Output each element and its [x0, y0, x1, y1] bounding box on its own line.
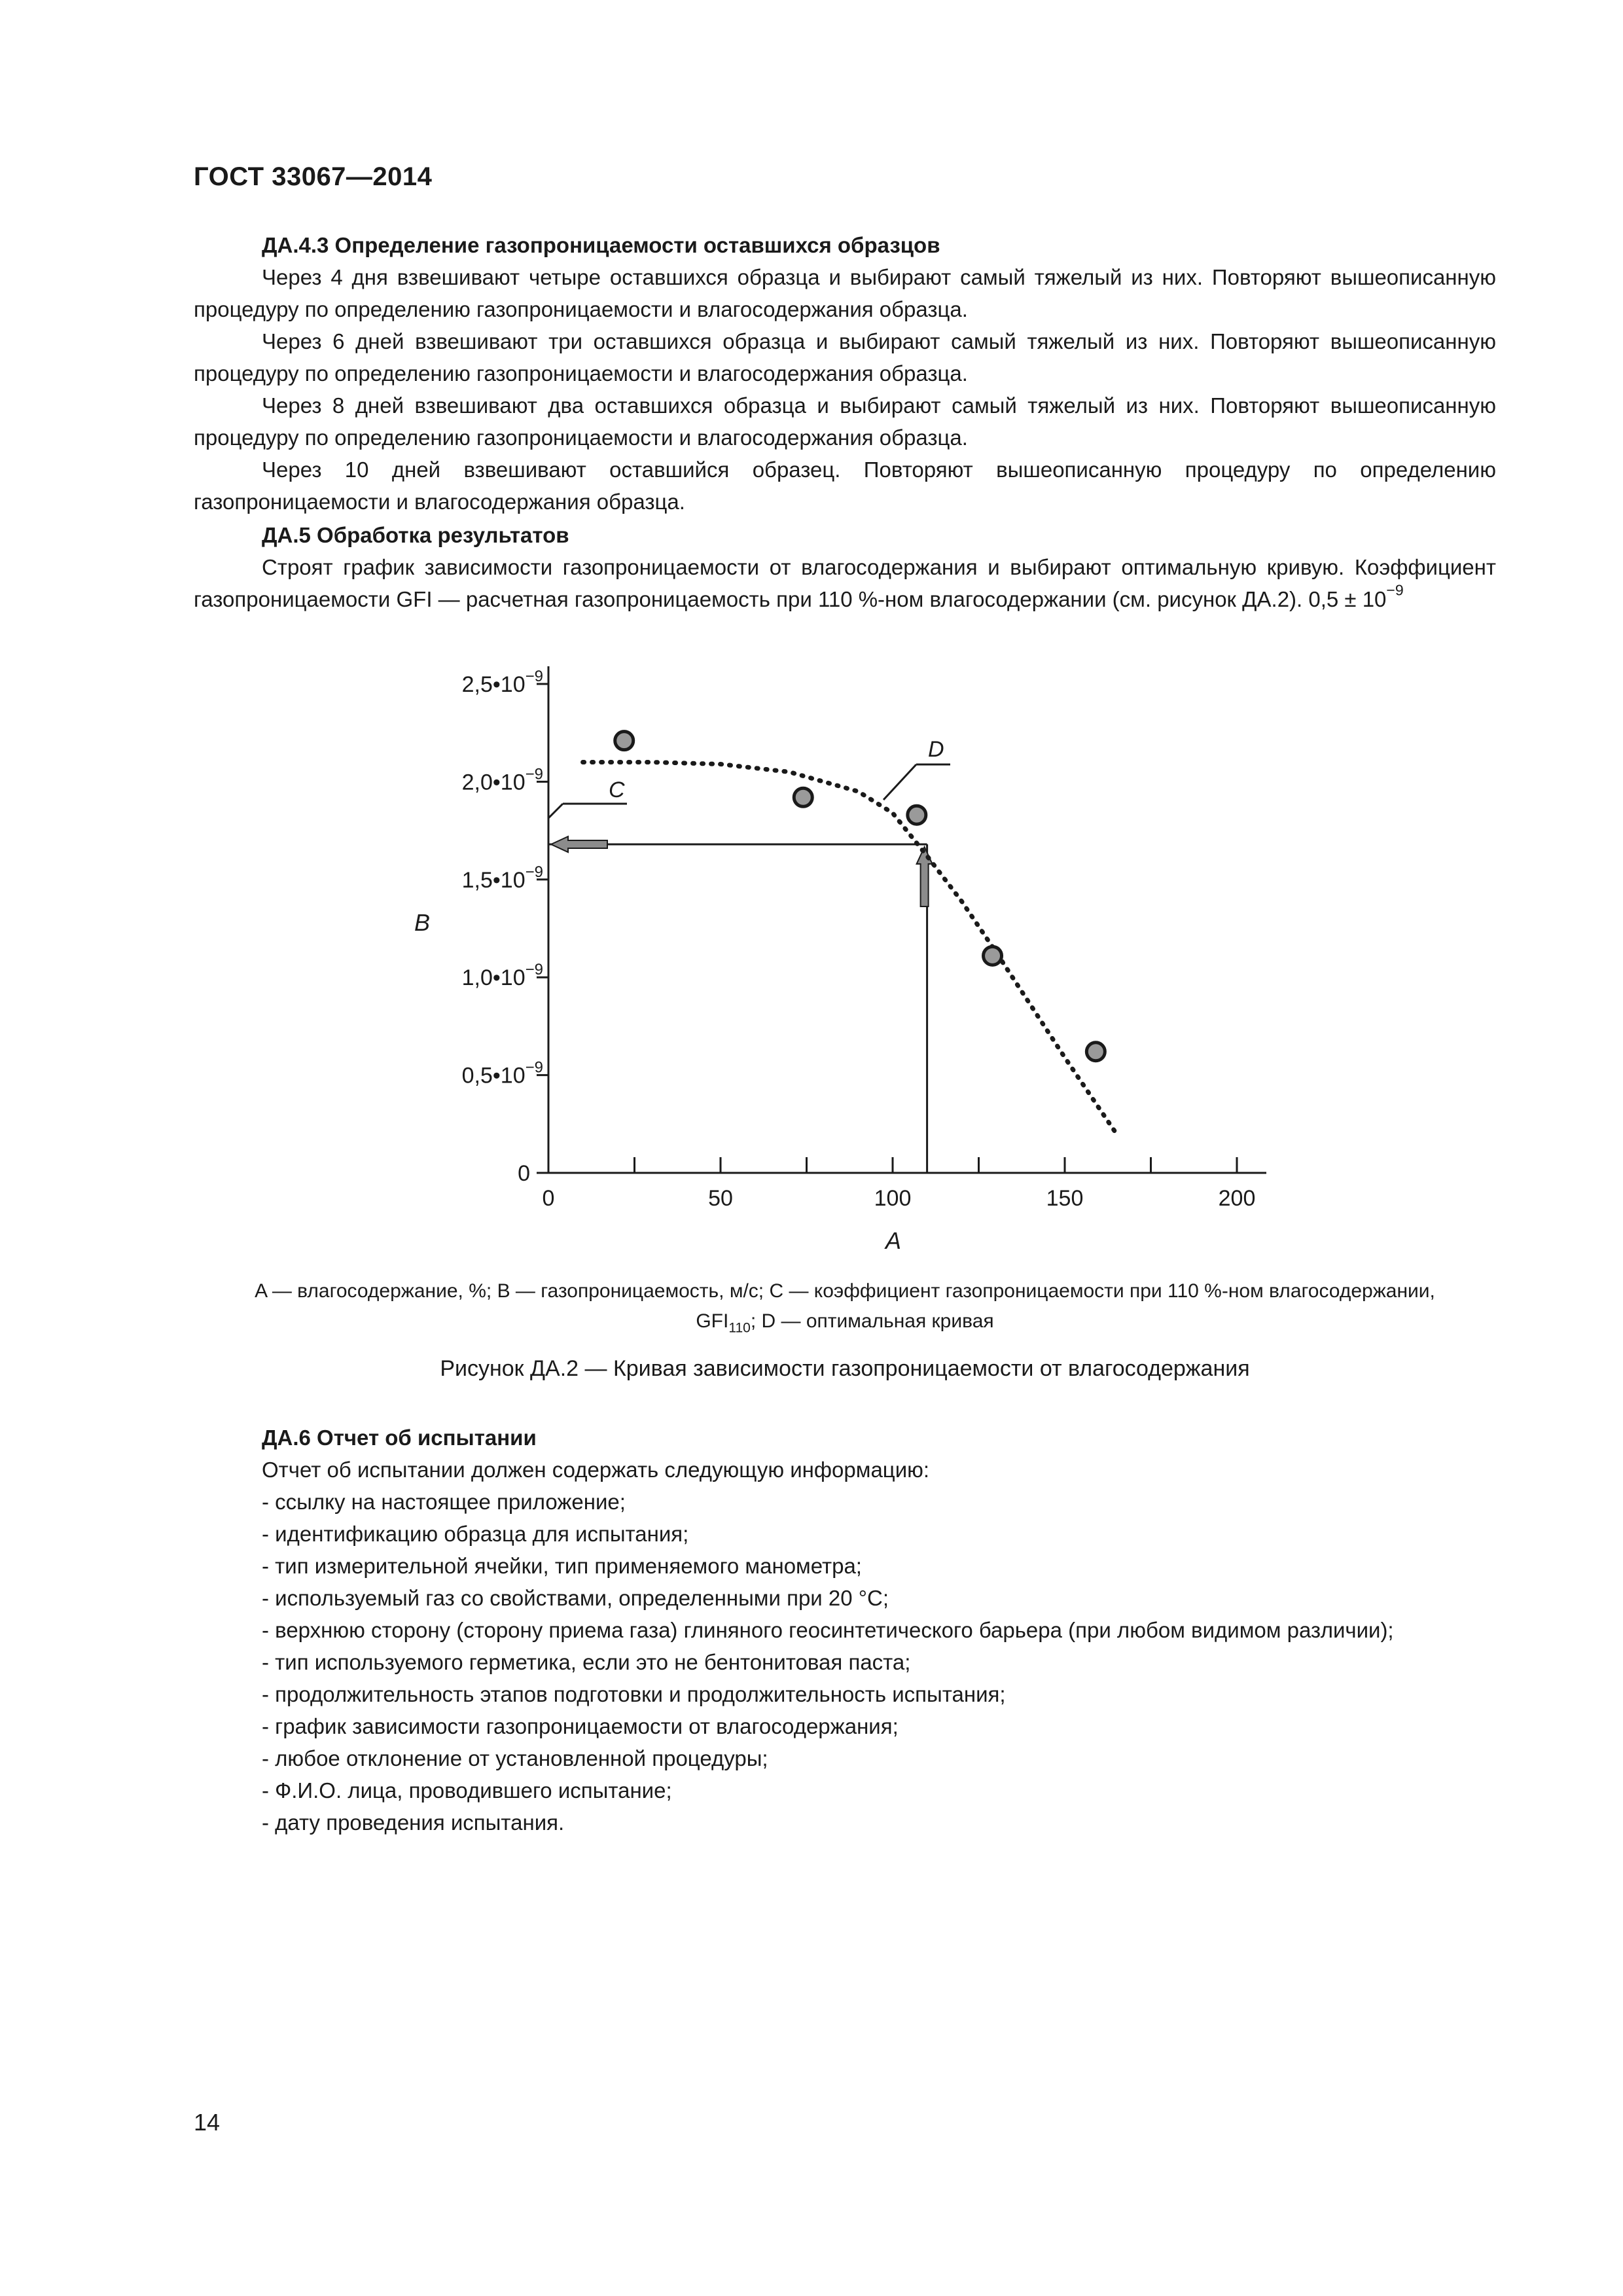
x-ticks — [543, 1157, 1256, 1211]
data-point — [615, 732, 633, 750]
list-item: - продолжительность этапов подготовки и продолжительность испытания; — [262, 1682, 1006, 1706]
y-tick-label: 0 — [518, 1161, 530, 1186]
document-header: ГОСТ 33067—2014 — [194, 162, 433, 191]
y-tick-label: $2,0•10^{-9}$ — [461, 765, 543, 795]
arrow-up-icon — [917, 847, 933, 906]
x-tick-label: 50 — [708, 1186, 733, 1211]
list-item: - любое отклонение от установленной процедуры; — [262, 1746, 768, 1770]
y-tick-label: $1,5•10^{-9}$ — [461, 863, 543, 893]
x-tick-label: 150 — [1046, 1186, 1084, 1211]
legend-line-1: A — влагосодержание, %; B — газопроницаемость, м/с; C — коэффициент газопроницаемости при 110 %-ном влагосодержании, — [255, 1280, 1435, 1302]
paragraph: Через 6 дней взвешивают три оставшихся образца и выбирают самый тяжелый из них. Повторяют вышеописанную процедуру по определению газопроницаемости и влагосодержания образца. — [194, 329, 1496, 386]
list-intro: Отчет об испытании должен содержать следующую информацию: — [262, 1458, 930, 1482]
legend-line-2 — [194, 1306, 1496, 1336]
legend-gfi-sub: 110 — [728, 1320, 751, 1336]
optimal-curve — [583, 762, 1116, 1134]
y-tick-label: $2,5•10^{-9}$ — [461, 668, 543, 697]
section-title-da43: ДА.4.3 Определение газопроницаемости оставшихся образцов — [262, 233, 940, 257]
data-point — [908, 806, 926, 824]
list-item: - используемый газ со свойствами, определенными при 20 °С; — [262, 1586, 889, 1610]
paragraph: Через 10 дней взвешивают оставшийся образец. Повторяют вышеописанную процедуру по определению газопроницаемости и влагосодержания образца. — [194, 457, 1496, 514]
annotations — [548, 737, 950, 818]
paragraph: Через 4 дня взвешивают четыре оставшихся образца и выбирают самый тяжелый из них. Повторяют вышеописанную процедуру по определению газопроницаемости и влагосодержания образца. — [194, 265, 1496, 321]
list-item: - тип используемого герметика, если это не бентонитовая паста; — [262, 1650, 911, 1674]
x-axis-label: A — [885, 1227, 902, 1254]
list-item: - тип измерительной ячейки, тип применяемого манометра; — [262, 1554, 862, 1578]
figure-legend — [194, 1276, 1496, 1336]
list-item: - дату проведения испытания. — [262, 1810, 565, 1835]
data-point — [1086, 1043, 1105, 1061]
data-points — [615, 732, 1105, 1061]
list-item: - ссылку на настоящее приложение; — [262, 1490, 626, 1514]
list-item: - график зависимости газопроницаемости от влагосодержания; — [262, 1714, 899, 1738]
list-item: - Ф.И.О. лица, проводившего испытание; — [262, 1778, 672, 1803]
annotation-c-leader — [548, 804, 563, 818]
y-ticks — [462, 668, 548, 1186]
list-item: - верхнюю сторону (сторону приема газа) глиняного геосинтетического барьера (при любом видимом различии); — [262, 1618, 1394, 1642]
annotation-c-label: C — [609, 778, 625, 802]
chart-axes — [548, 666, 1266, 1173]
page-number: 14 — [194, 2109, 221, 2136]
data-point — [794, 788, 812, 806]
annotation-d-leader — [883, 764, 916, 800]
section-da6 — [194, 1422, 1496, 1839]
y-tick-label: $0,5•10^{-9}$ — [461, 1058, 543, 1088]
data-point — [984, 946, 1002, 965]
figure-caption: Рисунок ДА.2 — Кривая зависимости газопроницаемости от влагосодержания — [440, 1356, 1250, 1381]
y-tick-label: $1,0•10^{-9}$ — [461, 961, 543, 991]
legend-gfi: GFI — [696, 1310, 729, 1332]
x-tick-label: 100 — [874, 1186, 912, 1211]
section-title-da6: ДА.6 Отчет об испытании — [262, 1426, 537, 1450]
list-item: - идентификацию образца для испытания; — [262, 1522, 689, 1546]
exponent: −9 — [1386, 581, 1404, 599]
paragraph: Через 8 дней взвешивают два оставшихся образца и выбирают самый тяжелый из них. Повторяют вышеописанную процедуру по определению газопроницаемости и влагосодержания образца. — [194, 393, 1496, 450]
legend-d: ; D — оптимальная кривая — [750, 1310, 994, 1332]
arrow-left-icon — [551, 836, 607, 852]
reference-lines — [548, 836, 933, 1173]
x-tick-label: 200 — [1218, 1186, 1256, 1211]
x-tick-label: 0 — [542, 1186, 555, 1211]
section-title-da5: ДА.5 Обработка результатов — [262, 523, 569, 547]
paragraph-text: Строят график зависимости газопроницаемости от влагосодержания и выбирают оптимальную кривую. Коэффициент газопроницаемости GFI — расчетная газопроницаемость при 110 %-ном влагосодержании (см. рисунок ДА.2). 0,5 ± 10 — [194, 555, 1496, 611]
annotation-d-label: D — [928, 737, 944, 762]
y-axis-label: B — [414, 909, 431, 936]
